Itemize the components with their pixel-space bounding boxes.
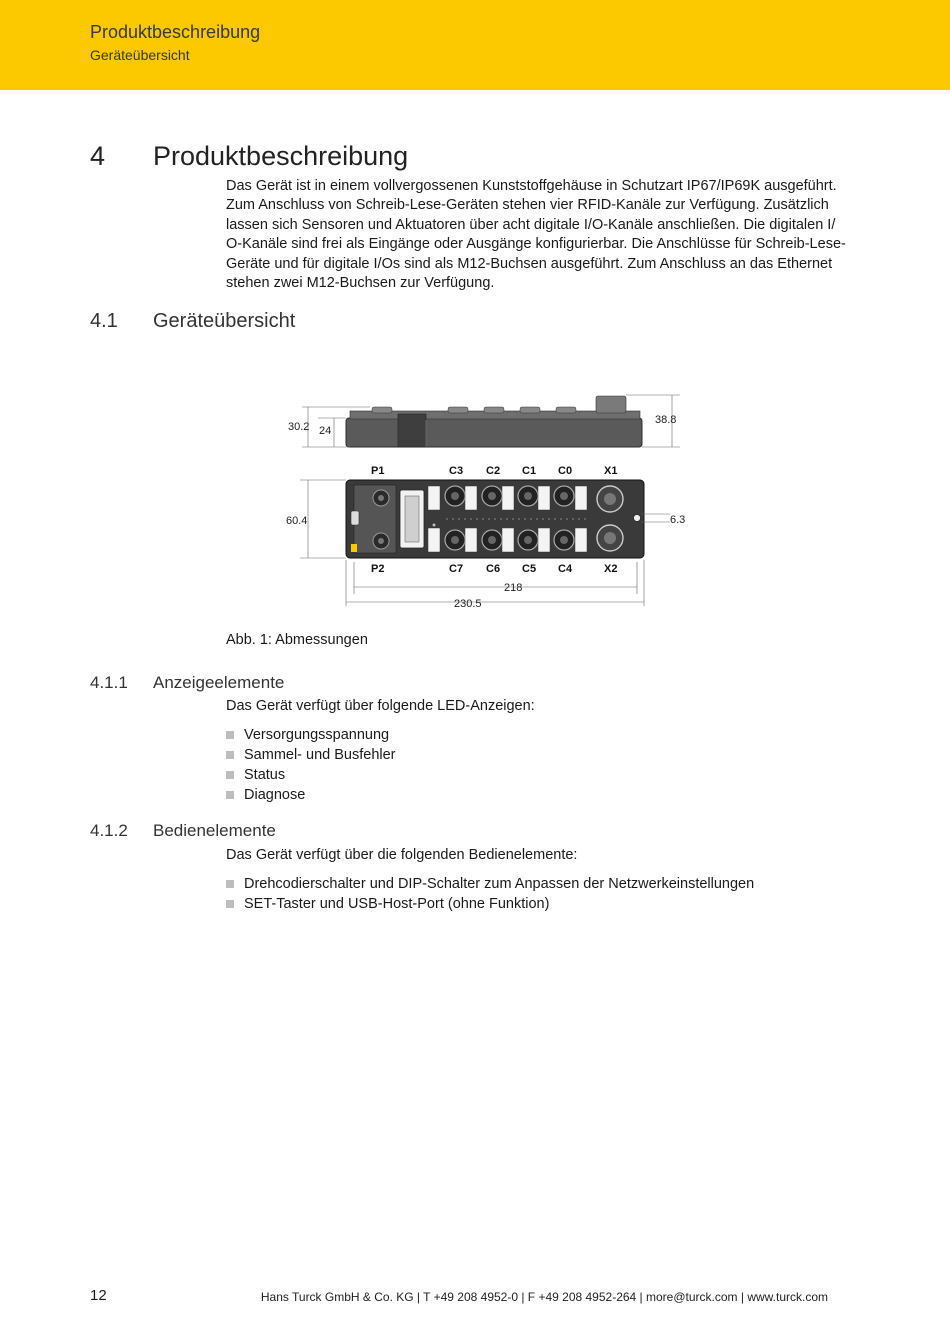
label-c5: C5 <box>522 563 537 575</box>
label-c0: C0 <box>558 465 573 477</box>
dim-230-5: 230.5 <box>454 598 482 610</box>
paragraph-line: Das Gerät ist in einem vollvergossenen Kunststoffgehäuse in Schutzart IP67/IP69K ausgeführt. <box>226 178 837 194</box>
control-list <box>226 874 754 914</box>
paragraph-line: Geräte und für digitale I/Os sind als M12-Buchsen ausgeführt. Zum Anschluss an das Ethernet <box>226 255 833 272</box>
paragraph-line: stehen zwei M12-Buchsen zur Verfügung. <box>226 275 495 292</box>
list-item: Drehcodierschalter und DIP-Schalter zum Anpassen der Netzwerkeinstellungen <box>226 874 754 894</box>
section-4-paragraph <box>226 177 866 293</box>
label-c6: C6 <box>486 563 501 575</box>
header-band <box>0 0 950 90</box>
section-4-1-title: Geräteübersicht <box>153 310 296 332</box>
dim-218: 218 <box>504 582 523 594</box>
list-item: Versorgungsspannung <box>226 725 396 745</box>
bullet-square-icon <box>226 771 234 779</box>
bullet-square-icon <box>226 791 234 799</box>
list-item: Status <box>226 765 396 785</box>
dimension-drawing <box>270 388 700 618</box>
header-subtitle: Geräteübersicht <box>90 47 190 63</box>
footer-contact: Hans Turck GmbH & Co. KG | T +49 208 4952-0 | F +49 208 4952-264 | more@turck.com | www.turck.com <box>260 1290 828 1304</box>
section-4-1-2-title: Bedienelemente <box>153 821 276 840</box>
paragraph-line: Zum Anschluss von Schreib-Lese-Geräten stehen vier RFID-Kanäle zur Verfügung. Zusätzlich <box>226 197 829 214</box>
header-title: Produktbeschreibung <box>90 22 261 42</box>
dim-60-4: 60.4 <box>286 515 308 527</box>
side-view <box>302 395 680 447</box>
bullet-square-icon <box>226 751 234 759</box>
front-view <box>300 480 670 606</box>
bullet-square-icon <box>226 900 234 908</box>
bullet-square-icon <box>226 880 234 888</box>
section-4-1-number: 4.1 <box>90 310 118 332</box>
section-4-title: Produktbeschreibung <box>153 141 409 171</box>
label-c2: C2 <box>486 465 501 477</box>
label-c7: C7 <box>449 563 464 575</box>
dim-24: 24 <box>319 425 332 437</box>
page-number: 12 <box>90 1287 107 1304</box>
paragraph-line: lassen sich Sensoren und Aktuatoren über acht digitale I/O-Kanäle anschließen. Die digitalen I/ <box>226 216 836 233</box>
list-item: Diagnose <box>226 785 396 805</box>
dim-30-2: 30.2 <box>288 421 310 433</box>
dim-6-3: 6.3 <box>670 514 686 526</box>
figure-caption: Abb. 1: Abmessungen <box>226 632 368 648</box>
section-4-1-1-number: 4.1.1 <box>90 673 128 692</box>
label-c3: C3 <box>449 465 464 477</box>
section-4-1-2-number: 4.1.2 <box>90 821 128 840</box>
section-4-1-1-title: Anzeigeelemente <box>153 673 285 692</box>
label-x1: X1 <box>604 465 618 477</box>
section-4-1-2-intro: Das Gerät verfügt über die folgenden Bedienelemente: <box>226 847 578 863</box>
label-c1: C1 <box>522 465 537 477</box>
bullet-square-icon <box>226 731 234 739</box>
paragraph-line: O-Kanäle sind frei als Eingänge oder Ausgänge konfigurierbar. Die Anschlüsse für Schreib-Lese- <box>226 236 846 253</box>
label-p1: P1 <box>371 465 385 477</box>
list-item: Sammel- und Busfehler <box>226 745 396 765</box>
led-list <box>226 725 396 805</box>
label-x2: X2 <box>604 563 618 575</box>
section-4-number: 4 <box>90 141 106 171</box>
section-4-1-1-intro: Das Gerät verfügt über folgende LED-Anzeigen: <box>226 698 535 714</box>
dim-38-8: 38.8 <box>655 414 677 426</box>
label-c4: C4 <box>558 563 573 575</box>
list-item: SET-Taster und USB-Host-Port (ohne Funktion) <box>226 894 754 914</box>
label-p2: P2 <box>371 563 385 575</box>
